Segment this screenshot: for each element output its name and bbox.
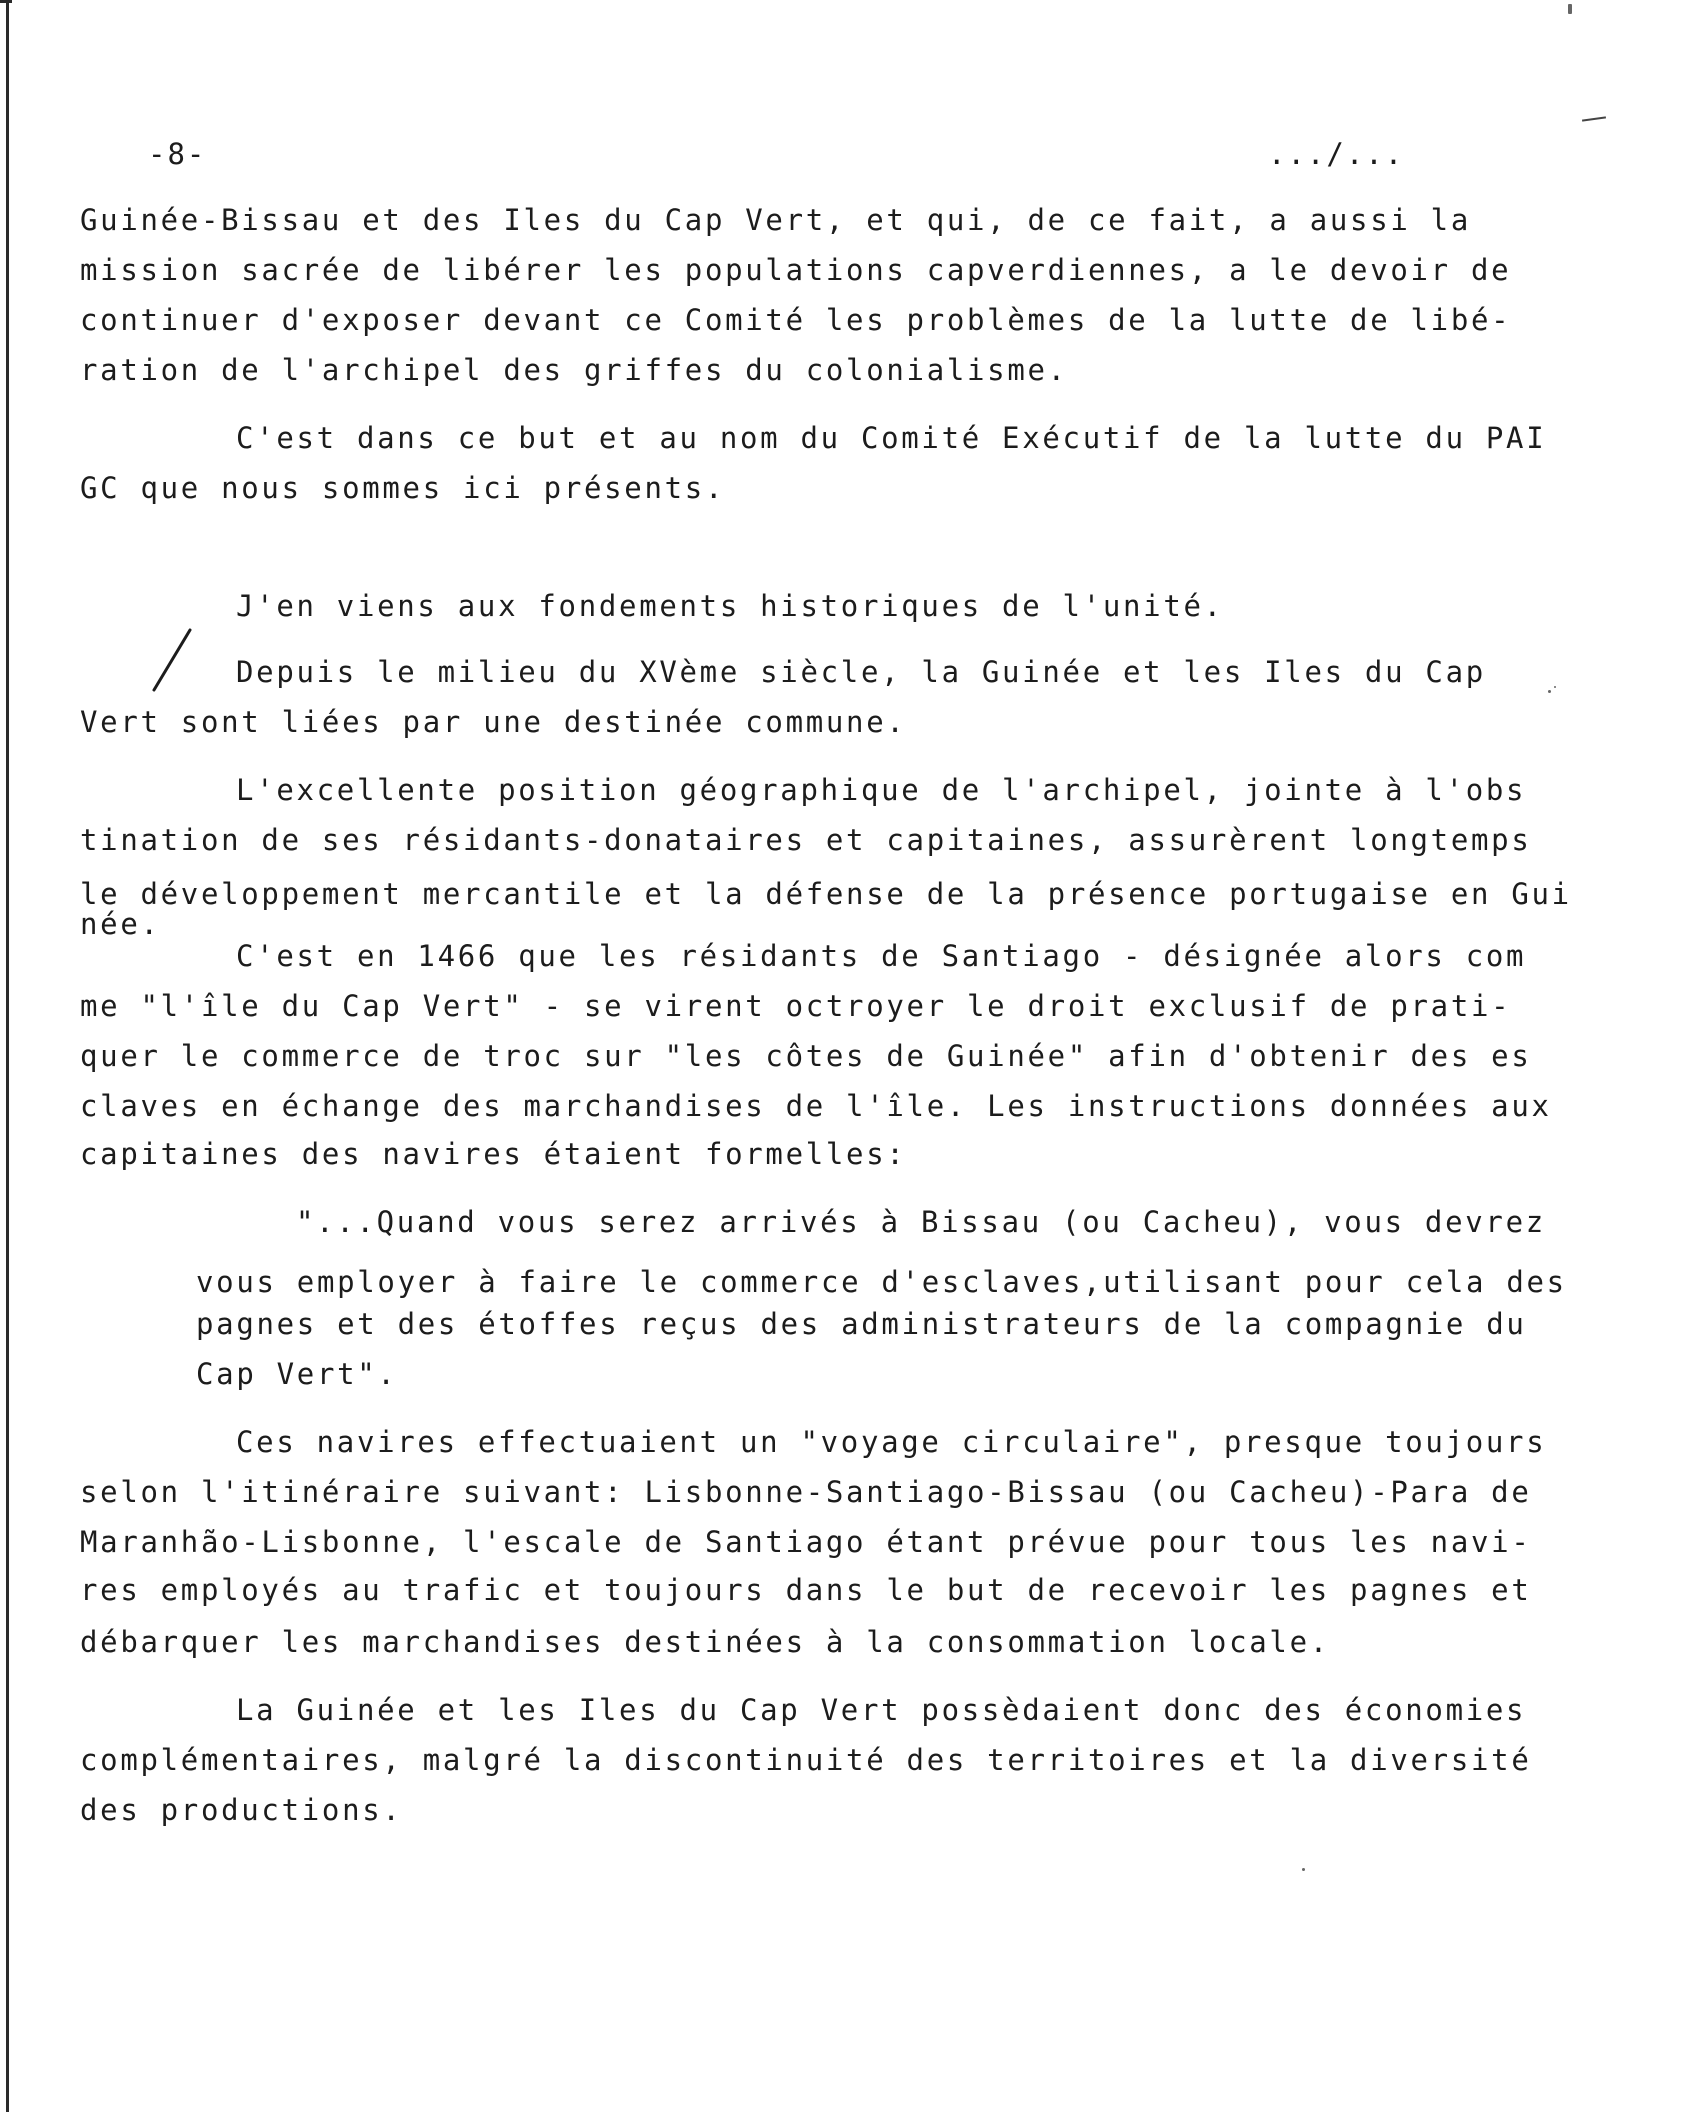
text-line: J'en viens aux fondements historiques de l'unité. <box>236 589 1224 623</box>
text-line: le développement mercantile et la défense de la présence portugaise en Gui <box>80 877 1572 911</box>
quote-line: "...Quand vous serez arrivés à Bissau (ou Cacheu), vous devrez <box>296 1205 1546 1239</box>
margin-slash-mark <box>150 628 194 692</box>
scan-speck <box>1302 1868 1305 1871</box>
text-line: ration de l'archipel des griffes du colonialisme. <box>80 353 1068 387</box>
text-line: selon l'itinéraire suivant: Lisbonne-Santiago-Bissau (ou Cacheu)-Para de <box>80 1475 1532 1509</box>
quote-line: vous employer à faire le commerce d'esclaves,utilisant pour cela des <box>196 1265 1567 1299</box>
text-line: res employés au trafic et toujours dans le but de recevoir les pagnes et <box>80 1573 1532 1607</box>
scan-speck <box>1548 690 1551 693</box>
quote-line: pagnes et des étoffes reçus des administrateurs de la compagnie du <box>196 1307 1527 1341</box>
text-line: claves en échange des marchandises de l'île. Les instructions données aux <box>80 1089 1552 1123</box>
text-line: me "l'île du Cap Vert" - se virent octroyer le droit exclusif de prati- <box>80 989 1512 1023</box>
scan-border-line <box>6 0 9 2112</box>
text-line: Ces navires effectuaient un "voyage circulaire", presque toujours <box>236 1425 1547 1459</box>
text-line: des productions. <box>80 1793 403 1827</box>
quote-line: Cap Vert". <box>196 1357 398 1391</box>
text-line: L'excellente position géographique de l'archipel, jointe à l'obs <box>236 773 1527 807</box>
margin-dash-mark <box>1582 116 1606 121</box>
scan-corner-mark <box>0 0 12 3</box>
text-line: Guinée-Bissau et des Iles du Cap Vert, et qui, de ce fait, a aussi la <box>80 203 1472 237</box>
text-line: Vert sont liées par une destinée commune. <box>80 705 907 739</box>
text-line: La Guinée et les Iles du Cap Vert possèdaient donc des économies <box>236 1693 1527 1727</box>
text-line: Depuis le milieu du XVème siècle, la Guinée et les Iles du Cap <box>236 655 1486 689</box>
text-line: tination de ses résidants-donataires et capitaines, assurèrent longtemps <box>80 823 1532 857</box>
continuation-mark: .../... <box>1268 137 1405 171</box>
scan-speck <box>1568 4 1572 14</box>
text-line: complémentaires, malgré la discontinuité des territoires et la diversité <box>80 1743 1532 1777</box>
text-line: Maranhão-Lisbonne, l'escale de Santiago étant prévue pour tous les navi- <box>80 1525 1532 1559</box>
text-line: C'est en 1466 que les résidants de Santiago - désignée alors com <box>236 939 1527 973</box>
text-line: continuer d'exposer devant ce Comité les problèmes de la lutte de libé- <box>80 303 1512 337</box>
text-line: mission sacrée de libérer les populations capverdiennes, a le devoir de <box>80 253 1512 287</box>
text-line: C'est dans ce but et au nom du Comité Exécutif de la lutte du PAI <box>236 421 1547 455</box>
page-number: -8- <box>148 137 207 171</box>
text-line: née. <box>80 907 161 941</box>
text-line: GC que nous sommes ici présents. <box>80 471 726 505</box>
text-line: capitaines des navires étaient formelles: <box>80 1137 907 1171</box>
text-line: débarquer les marchandises destinées à la consommation locale. <box>80 1625 1330 1659</box>
scan-speck <box>1554 686 1556 688</box>
text-line: quer le commerce de troc sur "les côtes de Guinée" afin d'obtenir des es <box>80 1039 1532 1073</box>
